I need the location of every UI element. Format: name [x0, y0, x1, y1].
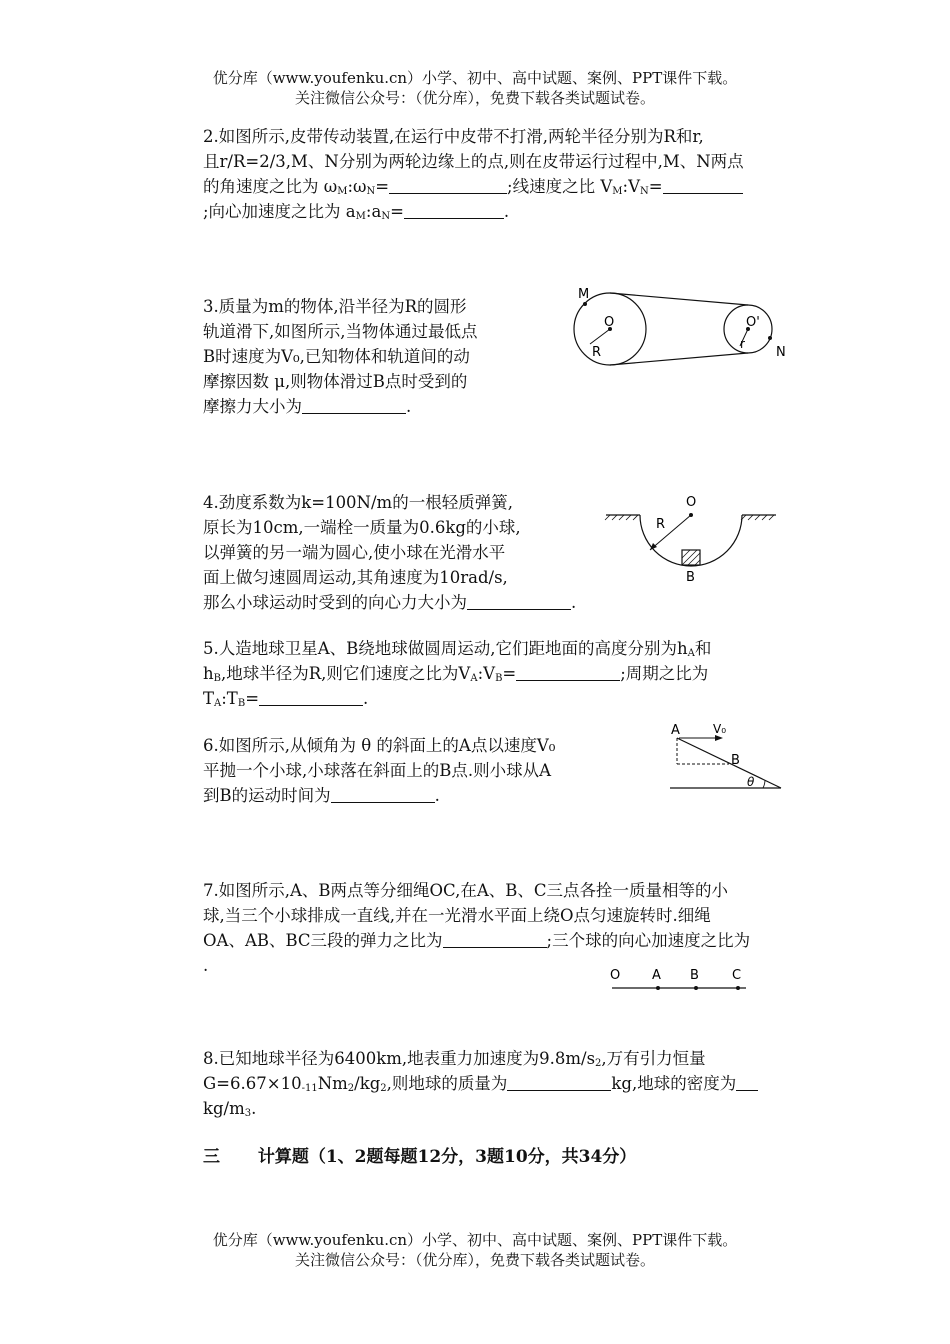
- q7-line4: .: [203, 956, 209, 975]
- section-3-heading: [203, 1142, 636, 1167]
- q7-line3: [203, 928, 750, 953]
- q5-text: h: [203, 664, 214, 683]
- q6-line3: [203, 783, 555, 808]
- q8-sub: 2: [595, 1058, 602, 1069]
- footer-line2: 关注微信公众号：（优分库），免费下载各类试题试卷。: [294, 1251, 655, 1269]
- question-8: [203, 1046, 758, 1121]
- q2-text: =: [375, 177, 390, 196]
- q3-text: 摩擦力大小为: [203, 397, 302, 416]
- q6-time-blank[interactable]: [331, 786, 435, 803]
- q5-text: :V: [477, 664, 496, 683]
- q3-text: .: [406, 397, 412, 416]
- q2-text: .: [503, 202, 510, 221]
- q4-line1: 4.劲度系数为k=100N/m的一根轻质弹簧,: [203, 493, 513, 512]
- q7-text: ;三个球的向心加速度之比为: [546, 931, 751, 950]
- q8-line2: [203, 1071, 758, 1096]
- question-2: [203, 124, 744, 224]
- q2-sub: N: [381, 211, 391, 222]
- header-line2: 关注微信公众号：（优分库），免费下载各类试题试卷。: [294, 89, 655, 107]
- q3-line5: [203, 394, 478, 419]
- q4-line4: 面上做匀速圆周运动,其角速度为10rad/s,: [203, 568, 508, 587]
- label-V0: V₀: [713, 722, 727, 736]
- label-B: B: [686, 570, 695, 585]
- q2-sub: M: [337, 186, 348, 197]
- q5-text: T: [203, 689, 215, 708]
- q5-line3: [203, 686, 711, 711]
- question-4: [203, 490, 576, 615]
- rope-figure: [604, 962, 752, 996]
- label-R: R: [656, 517, 666, 532]
- q2-linear-ratio-blank[interactable]: [663, 177, 743, 194]
- q6-line2: 平抛一个小球,小球落在斜面上的B点.则小球从A: [203, 761, 552, 780]
- q5-text: ;周期之比为: [620, 664, 709, 683]
- q6-text: 到B的运动时间为: [203, 786, 331, 805]
- label-A: A: [652, 968, 661, 983]
- q2-line3: [203, 174, 744, 199]
- belt-pulley-figure: [570, 284, 800, 384]
- q3-line3: B时速度为V₀,已知物体和轨道间的动: [203, 347, 470, 366]
- label-A: A: [671, 723, 680, 738]
- q3-line4: 摩擦因数 μ,则物体滑过B点时受到的: [203, 372, 468, 391]
- section-number: 三: [203, 1147, 220, 1167]
- q5-text: ,地球半径为R,则它们速度之比为V: [221, 664, 471, 683]
- q8-text: Nm: [317, 1074, 348, 1093]
- q5-text: .: [363, 689, 369, 708]
- q2-text: =: [390, 202, 404, 221]
- footer-line1: 优分库（www.youfenku.cn）小学、初中、高中试题、案例、PPT课件下载。: [212, 1231, 738, 1249]
- q2-text: :ω: [347, 177, 367, 196]
- q2-angular-ratio-blank[interactable]: [389, 177, 507, 194]
- q4-text: .: [571, 593, 577, 612]
- q4-text: 那么小球运动时受到的向心力大小为: [203, 593, 467, 612]
- q5-period-ratio-blank[interactable]: [259, 689, 363, 706]
- q5-sub: B: [237, 698, 246, 709]
- page-header: [0, 68, 950, 108]
- question-5: [203, 636, 711, 711]
- q8-text: G=6.67×10: [203, 1074, 302, 1093]
- q4-line3: 以弹簧的另一端为圆心,使小球在光滑水平: [203, 543, 506, 562]
- q2-text-angular: 的角速度之比为 ω: [203, 177, 338, 196]
- q5-line1: [203, 636, 711, 661]
- q2-line1: 2.如图所示,皮带传动装置,在运行中皮带不打滑,两轮半径分别为R和r,: [203, 127, 704, 146]
- q3-line1: 3.质量为m的物体,沿半径为R的圆形: [203, 297, 467, 316]
- label-O-prime: O': [746, 315, 760, 330]
- q8-mass-blank[interactable]: [507, 1074, 611, 1091]
- q8-line1: [203, 1046, 758, 1071]
- q5-speed-ratio-blank[interactable]: [516, 664, 620, 681]
- q5-sub: A: [687, 648, 695, 659]
- point-A: [656, 986, 660, 990]
- label-B: B: [690, 968, 699, 983]
- page-footer: [0, 1230, 950, 1270]
- q7-line2: 球,当三个小球排成一直线,并在一光滑水平面上绕O点匀速旋转时.细绳: [203, 906, 711, 925]
- q3-friction-blank[interactable]: [302, 397, 406, 414]
- q2-sub: N: [640, 186, 649, 197]
- label-M: M: [578, 287, 590, 302]
- incline-figure: [665, 720, 790, 795]
- label-O: O: [686, 495, 697, 510]
- q2-text: :V: [622, 177, 641, 196]
- q2-text: ;线速度之比 V: [507, 177, 613, 196]
- q8-density-blank[interactable]: [736, 1074, 758, 1091]
- q5-sub: B: [213, 673, 221, 684]
- q2-accel-ratio-blank[interactable]: [404, 202, 504, 219]
- question-6: [203, 733, 555, 808]
- angle-arc: [763, 780, 765, 788]
- q7-tension-ratio-blank[interactable]: [443, 931, 547, 948]
- label-O: O: [610, 968, 621, 983]
- point-N: [768, 336, 772, 340]
- label-theta: θ: [747, 775, 755, 789]
- q7-line1: 7.如图所示,A、B两点等分细绳OC,在A、B、C三点各拴一质量相等的小: [203, 881, 729, 900]
- label-N: N: [776, 345, 786, 360]
- q8-text: /kg: [354, 1074, 381, 1093]
- q5-text: =: [245, 689, 260, 708]
- q8-sub: 3: [244, 1108, 252, 1119]
- q2-line4: [203, 199, 744, 224]
- q8-sub: -11: [301, 1083, 318, 1094]
- q8-sub: 2: [347, 1083, 355, 1094]
- center-dot: [689, 513, 693, 517]
- q4-line2: 原长为10cm,一端栓一质量为0.6kg的小球,: [203, 518, 521, 537]
- q5-text: 5.人造地球卫星A、B绕地球做圆周运动,它们距地面的高度分别为h: [203, 639, 688, 658]
- q5-sub: A: [470, 673, 478, 684]
- q2-text: :a: [365, 202, 382, 221]
- point-M: [583, 302, 587, 306]
- q5-text: 和: [694, 639, 712, 658]
- q5-text: :T: [221, 689, 238, 708]
- q2-line2: 且r/R=2/3,M、N分别为两轮边缘上的点,则在皮带运行过程中,M、N两点: [203, 152, 744, 171]
- label-O: O: [604, 315, 615, 330]
- label-r: r: [740, 337, 745, 351]
- header-line1: 优分库（www.youfenku.cn）小学、初中、高中试题、案例、PPT课件下载。: [212, 69, 738, 87]
- q4-line5: [203, 590, 576, 615]
- point-B: [694, 986, 698, 990]
- q8-text: kg/m: [203, 1099, 245, 1118]
- point-C: [736, 986, 740, 990]
- q8-sub: 2: [380, 1083, 387, 1094]
- q6-text: .: [434, 786, 440, 805]
- label-B: B: [731, 753, 740, 768]
- q2-text: =: [648, 177, 663, 196]
- q5-sub: B: [495, 673, 503, 684]
- section-title: 计算题（1、2题每题12分，3题10分，共34分）: [257, 1147, 637, 1167]
- q5-text: =: [502, 664, 517, 683]
- q8-text: .: [251, 1099, 257, 1118]
- q3-line2: 轨道滑下,如图所示,当物体通过最低点: [203, 322, 478, 341]
- q2-sub: N: [366, 186, 376, 197]
- q2-sub: M: [612, 186, 623, 197]
- q8-text: ,则地球的质量为: [386, 1074, 508, 1093]
- label-R: R: [592, 345, 602, 360]
- q2-sub: M: [355, 211, 366, 222]
- q5-sub: A: [214, 698, 222, 709]
- q8-line3: [203, 1096, 758, 1121]
- q8-text: 8.已知地球半径为6400km,地表重力加速度为9.8m/s: [203, 1049, 596, 1068]
- q6-line1: 6.如图所示,从倾角为 θ 的斜面上的A点以速度V₀: [203, 736, 556, 755]
- circular-track-figure: [598, 488, 783, 588]
- q8-text: ,万有引力恒量: [601, 1049, 706, 1068]
- radius-R: [590, 329, 610, 344]
- q5-line2: [203, 661, 711, 686]
- q4-force-blank[interactable]: [467, 593, 571, 610]
- label-C: C: [732, 968, 742, 983]
- q2-text: ;向心加速度之比为 a: [203, 202, 356, 221]
- q7-text: OA、AB、BC三段的弹力之比为: [203, 931, 443, 950]
- question-3: [203, 294, 478, 419]
- q8-text: kg,地球的密度为: [611, 1074, 737, 1093]
